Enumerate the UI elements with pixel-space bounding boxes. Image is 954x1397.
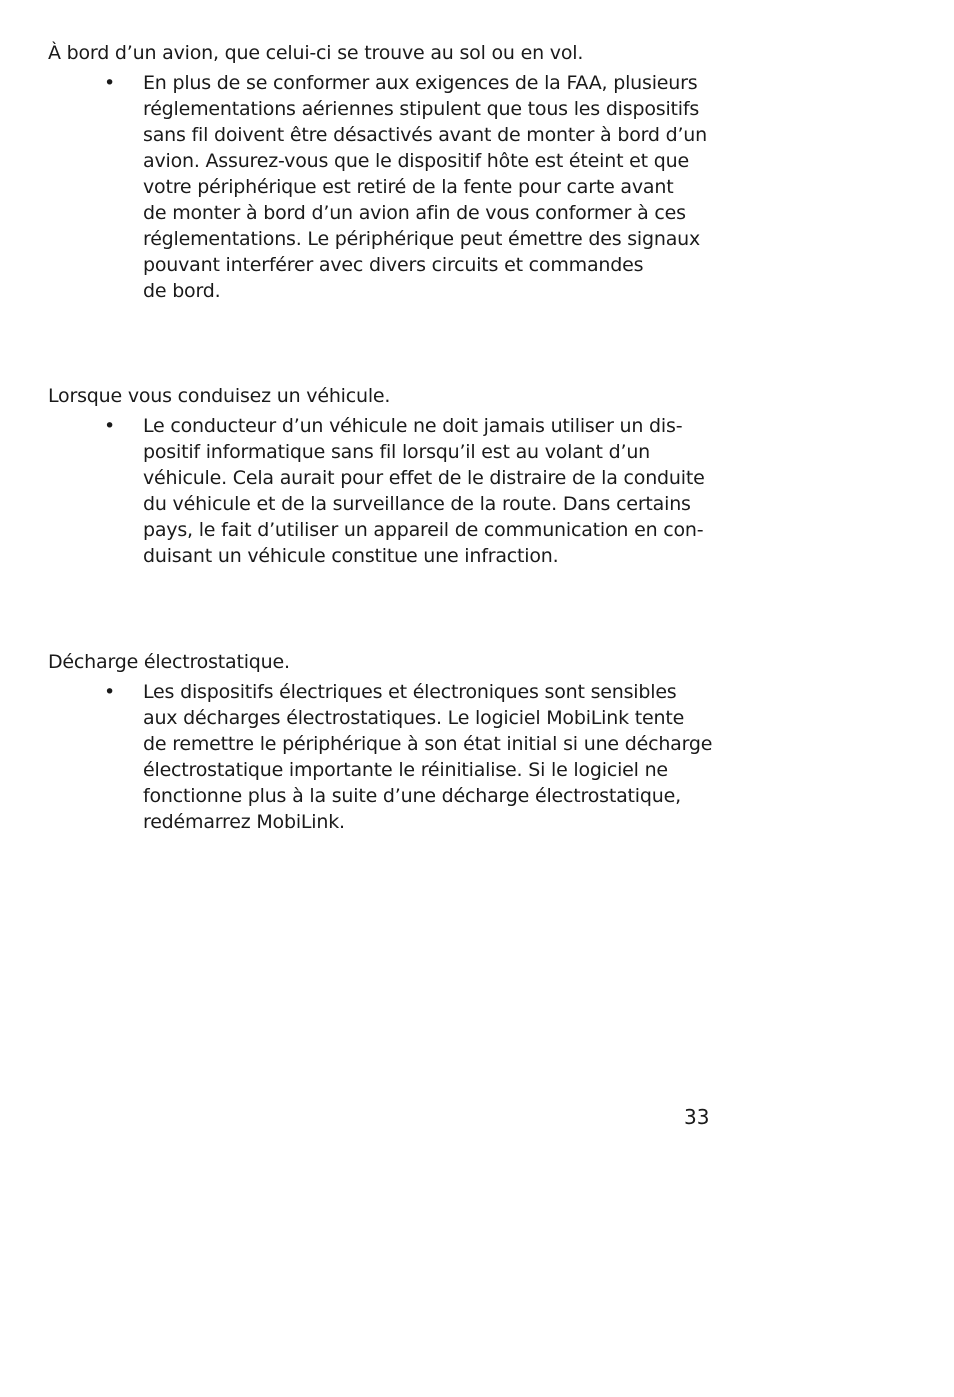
text-line: du véhicule et de la surveillance de la route. Dans certains bbox=[143, 493, 691, 515]
text-line: de remettre le périphérique à son état initial si une décharge bbox=[143, 733, 713, 755]
section-airplane bbox=[48, 40, 728, 304]
text-line: Les dispositifs électriques et électroniques sont sensibles bbox=[143, 681, 677, 703]
section-heading: À bord d’un avion, que celui-ci se trouve au sol ou en vol. bbox=[48, 42, 584, 64]
text-line: électrostatique importante le réinitialise. Si le logiciel ne bbox=[143, 759, 668, 781]
text-line: En plus de se conformer aux exigences de la FAA, plusieurs bbox=[143, 72, 698, 94]
text-line: fonctionne plus à la suite d’une décharge électrostatique, bbox=[143, 785, 681, 807]
bullet-item bbox=[48, 679, 728, 835]
text-line: Le conducteur d’un véhicule ne doit jamais utiliser un dis- bbox=[143, 415, 683, 437]
bullet-item bbox=[48, 70, 728, 304]
section-heading: Décharge électrostatique. bbox=[48, 651, 290, 673]
text-line: avion. Assurez-vous que le dispositif hôte est éteint et que bbox=[143, 150, 689, 172]
bullet-item bbox=[48, 413, 728, 569]
text-line: duisant un véhicule constitue une infraction. bbox=[143, 545, 559, 567]
bullet-paragraph bbox=[143, 70, 713, 304]
text-line: réglementations aériennes stipulent que tous les dispositifs bbox=[143, 98, 700, 120]
page-number: 33 bbox=[684, 1105, 710, 1129]
text-line: pays, le fait d’utiliser un appareil de communication en con- bbox=[143, 519, 704, 541]
section-heading: Lorsque vous conduisez un véhicule. bbox=[48, 385, 391, 407]
section-electrostatic bbox=[48, 649, 728, 835]
text-line: positif informatique sans fil lorsqu’il est au volant d’un bbox=[143, 441, 651, 463]
text-line: de bord. bbox=[143, 280, 221, 302]
section-vehicle bbox=[48, 383, 728, 569]
text-line: réglementations. Le périphérique peut émettre des signaux bbox=[143, 228, 701, 250]
bullet-paragraph bbox=[143, 679, 713, 835]
bullet-icon: • bbox=[104, 681, 116, 703]
text-line: pouvant interférer avec divers circuits et commandes bbox=[143, 254, 644, 276]
bullet-icon: • bbox=[104, 72, 116, 94]
text-line: votre périphérique est retiré de la fente pour carte avant bbox=[143, 176, 674, 198]
text-line: redémarrez MobiLink. bbox=[143, 811, 345, 833]
text-line: aux décharges électrostatiques. Le logiciel MobiLink tente bbox=[143, 707, 685, 729]
text-line: de monter à bord d’un avion afin de vous conformer à ces bbox=[143, 202, 686, 224]
bullet-paragraph bbox=[143, 413, 713, 569]
bullet-icon: • bbox=[104, 415, 116, 437]
text-line: véhicule. Cela aurait pour effet de le distraire de la conduite bbox=[143, 467, 705, 489]
text-line: sans fil doivent être désactivés avant de monter à bord d’un bbox=[143, 124, 707, 146]
